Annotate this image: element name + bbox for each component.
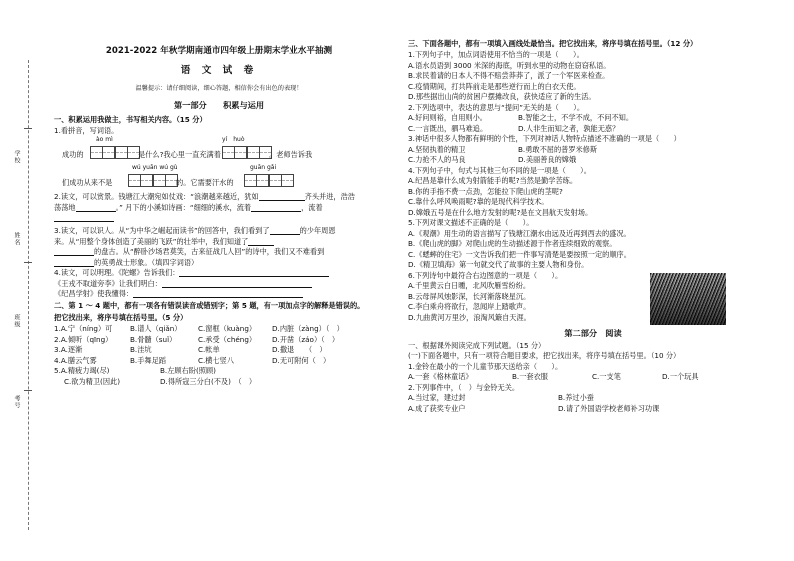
q4-line-1: 4.读文，可以明理。《陀螺》告诉我们：: [54, 268, 384, 277]
snow-geese-illustration: [650, 273, 726, 325]
option: A.语水员语到 3000 米深的海底，听到水里的动物在窃窃私语。: [408, 60, 611, 70]
char-grid[interactable]: [222, 146, 271, 159]
question: 3.神话中很多人物都有鲜明的个性，下列对神话人物特点描述不准确的一项是（ ）: [408, 134, 681, 143]
pinyin: ào mì: [96, 136, 113, 144]
word-box-row-2: [54, 174, 384, 192]
option: B.求民着请的日本人不得不赔尝莽莽了，派了一个军医来检查。: [408, 71, 610, 80]
option: D.嫦娥五号是在什么地方发射的呢?是在文昌航天发射场。: [408, 207, 593, 217]
q2-line-3: [54, 213, 384, 222]
choice-row: A.坚韧执着的精卫 B.勇敢不屈的普罗米修斯: [408, 144, 598, 154]
pinyin-row-2: [54, 164, 384, 174]
question: 4.下列句子中，句式与其他三句不同的是一项是（ ）。: [408, 165, 591, 175]
option: D.《精卫填海》第一句就交代了故事的主要人物和身份。: [408, 260, 589, 269]
question: 5.下列对课文描述不正确的是（ ）。: [408, 218, 534, 227]
row-text: 。老师告诉我: [269, 150, 313, 160]
left-column: [54, 38, 384, 387]
option: D.那些据出山尚的贫困户摆摊改良，获快适应了新的生活。: [408, 92, 596, 101]
char-grid[interactable]: [128, 174, 177, 187]
q3-line-3: 的盘古。从“醉卧沙场君莫笑，古来征战几人回”的诗中，我们又不难看到: [54, 247, 384, 256]
choice-row: C.一言既出，驷马难追。 D.人非生而知之者，孰能无惑？: [408, 123, 620, 133]
section3-heading: 三、下面各题中，都有一项填入画线处最恰当。把它找出来，将序号填在括号里。（12 分）: [408, 39, 698, 48]
section2-heading-2: 把它找出来，将序号填在括号里。（5 分）: [54, 313, 188, 323]
q3-line-2: 来。从“用整个身体创造了美丽的飞跃”的壮举中，我们知道了: [54, 237, 384, 246]
choice-row: 4.A.膳云气雾 B.手舞足蹈 C.横七竖八 D.无可附何（ ）: [54, 355, 331, 365]
part2-title: 第二部分 阅读: [564, 327, 622, 338]
section1-heading: 一、积累运用我做主，书写相关内容。（15 分）: [54, 114, 207, 124]
option: B.《爬山虎的脚》对爬山虎的生动描述源于作者连续细致的观察。: [408, 239, 617, 248]
option: C.李白乘舟将欲行，忽闻岸上踏歌声。: [408, 302, 531, 311]
question: 6.下列诗句中最符合右边图意的一项是（ ）。: [408, 270, 563, 280]
section4-sub: (一)下面各题中，只有一项符合题目要求，把它找出来，将序号填在括号里。（10 分）: [408, 351, 681, 361]
option: A.千里黄云白日曛，北风吹雁雪纷纷。: [408, 281, 531, 290]
option: C.靠什么呼风唤雨呢?靠的是现代科学技术。: [408, 197, 549, 206]
binding-margin: [0, 0, 52, 561]
row-text: 的。它需要汗水的: [176, 178, 234, 188]
right-column: [408, 36, 778, 414]
question: 2.下列事件中，（ ）与金铃无关。: [408, 382, 520, 392]
cut-line: [28, 60, 29, 530]
pinyin: guān gǎi: [250, 164, 277, 172]
char-grid[interactable]: [244, 174, 293, 187]
choice-row: 3.A.逐渐 B.洼坑 C.帐单 D.撒退 （ ）: [54, 345, 327, 355]
option: B.云母屏风烛影深，长河渐落晓星沉。: [408, 291, 531, 301]
option: A.《观潮》用生动的语言描写了钱塘江潮水由远及近再到西去的盛况。: [408, 228, 631, 238]
choice-row: 5.A.精疲力竭(尽) B.左顾右盼(照顾): [54, 366, 216, 376]
margin-tick: [24, 262, 32, 263]
choice-row: C.力抢不人的马良 D.美丽善良的嫦娥: [408, 155, 577, 164]
pinyin: wú yuān wú gù: [132, 164, 178, 172]
label-school: 学校: [13, 150, 20, 164]
choice-row: 2.A.倾听（qīng） B.骨髓（suǐ） C.承受（chéng） D.开凿（záo）（ ）: [54, 334, 340, 344]
label-exam-no: 考号: [13, 395, 20, 409]
q2-line-2: 荡荡地 。” 月下的小溪如诗画：“细细的溪水，流着 ，流着: [54, 202, 323, 212]
option: C.疫情期间，打共阵前走是那些逆行而上的白衣天使。: [408, 81, 581, 91]
margin-tick: [24, 390, 32, 391]
section2-heading: 二、第 1 ～ 4 题中，都有一项各有错误读音或错别字；第 5 题，有一项加点字的解释是错误的。: [54, 301, 365, 311]
choice-row: A.一套《格林童话》 B.一套衣服 C.一支笔 D.一个玩具: [408, 372, 699, 382]
question: 1.金铃在最小的一个儿童节那天送给亲（ ）。: [408, 361, 563, 371]
choice-row: C.欲为精卫(因此) D.得所寇三分白(不及) （ ）: [64, 376, 257, 386]
q4-line-3: 《纪昌学射》使我懂得：: [54, 289, 384, 298]
pinyin-row-1: [54, 136, 384, 146]
choice-row: A.当过家，建过封 B.养过小蚕: [408, 393, 594, 403]
q3-line-4: 的英勇战士形象。（填四字词语）: [54, 258, 384, 267]
option: A.纪昌是靠什么成为射箭能手的呢?当然是勤学苦练。: [408, 176, 578, 185]
label-name: 姓名: [13, 232, 20, 246]
option: D.九曲黄河万里沙，浪淘风簸自天涯。: [408, 312, 531, 322]
option: C.《蟋蟀的住宅》一文告诉我们把一件事写清楚是要按照一定的顺序。: [408, 249, 631, 259]
label-class: 班级: [13, 314, 20, 328]
row-text: 们成功从来不是: [62, 178, 113, 188]
exam-title: 2021-2022 年秋学期南通市四年级上册期末学业水平抽测: [105, 46, 333, 56]
part1-title: 第一部分 积累与运用: [173, 100, 265, 111]
question: 2.下列选项中，表达的意思与“提问”无关的是（ ）。: [408, 102, 585, 112]
q6-block: [408, 271, 778, 322]
section4-heading: 一、根据课外阅读完成下列试题。（15 分）: [408, 340, 546, 350]
q4-line-2: 《王戎不取道旁李》让我们明白：: [54, 279, 384, 288]
exam-tip: 温馨提示：请仔细阅读，细心答题，相信你会有出色的表现！: [135, 84, 303, 92]
word-box-row-1: [54, 146, 384, 164]
choice-row: 1.A.宁（níng）可 B.谱人（qiǎn） C.窗框（kuàng） D.内脏（zàng）（ ）: [54, 324, 344, 334]
q3-line-1: 3.读文，可以识人。从“为中华之崛起而读书”的回答中，我们看到了 的少年周恩: [54, 226, 336, 236]
char-grid[interactable]: [90, 146, 139, 159]
row-text: 是什么?我心里一直充满着: [138, 150, 221, 160]
q2-line-1: 2.读文，可以赏景。钱塘江大潮宛如仗戏：“浪潮越来越近，犹如 齐头并进，浩浩: [54, 192, 355, 202]
pinyin: yí huò: [222, 136, 245, 144]
choice-row: A.成了获奖专业户 D.请了外国语学校老师补习功课: [408, 403, 660, 413]
option: B.你的手指不费一点劲，怎能拉下爬山虎的茎呢?: [408, 186, 563, 196]
row-text: 成功的: [62, 150, 84, 160]
subject-title: 语 文 试 卷: [180, 64, 258, 76]
choice-row: A.好问则裕，自用则小。 B.智能之士，不学不成，不问不知。: [408, 113, 634, 122]
q1-prompt: 1.看拼音，写词语。: [54, 125, 119, 135]
question: 1.下列句子中，加点词语使用不恰当的一项是（ ）。: [408, 50, 584, 59]
margin-tick: [24, 128, 32, 129]
